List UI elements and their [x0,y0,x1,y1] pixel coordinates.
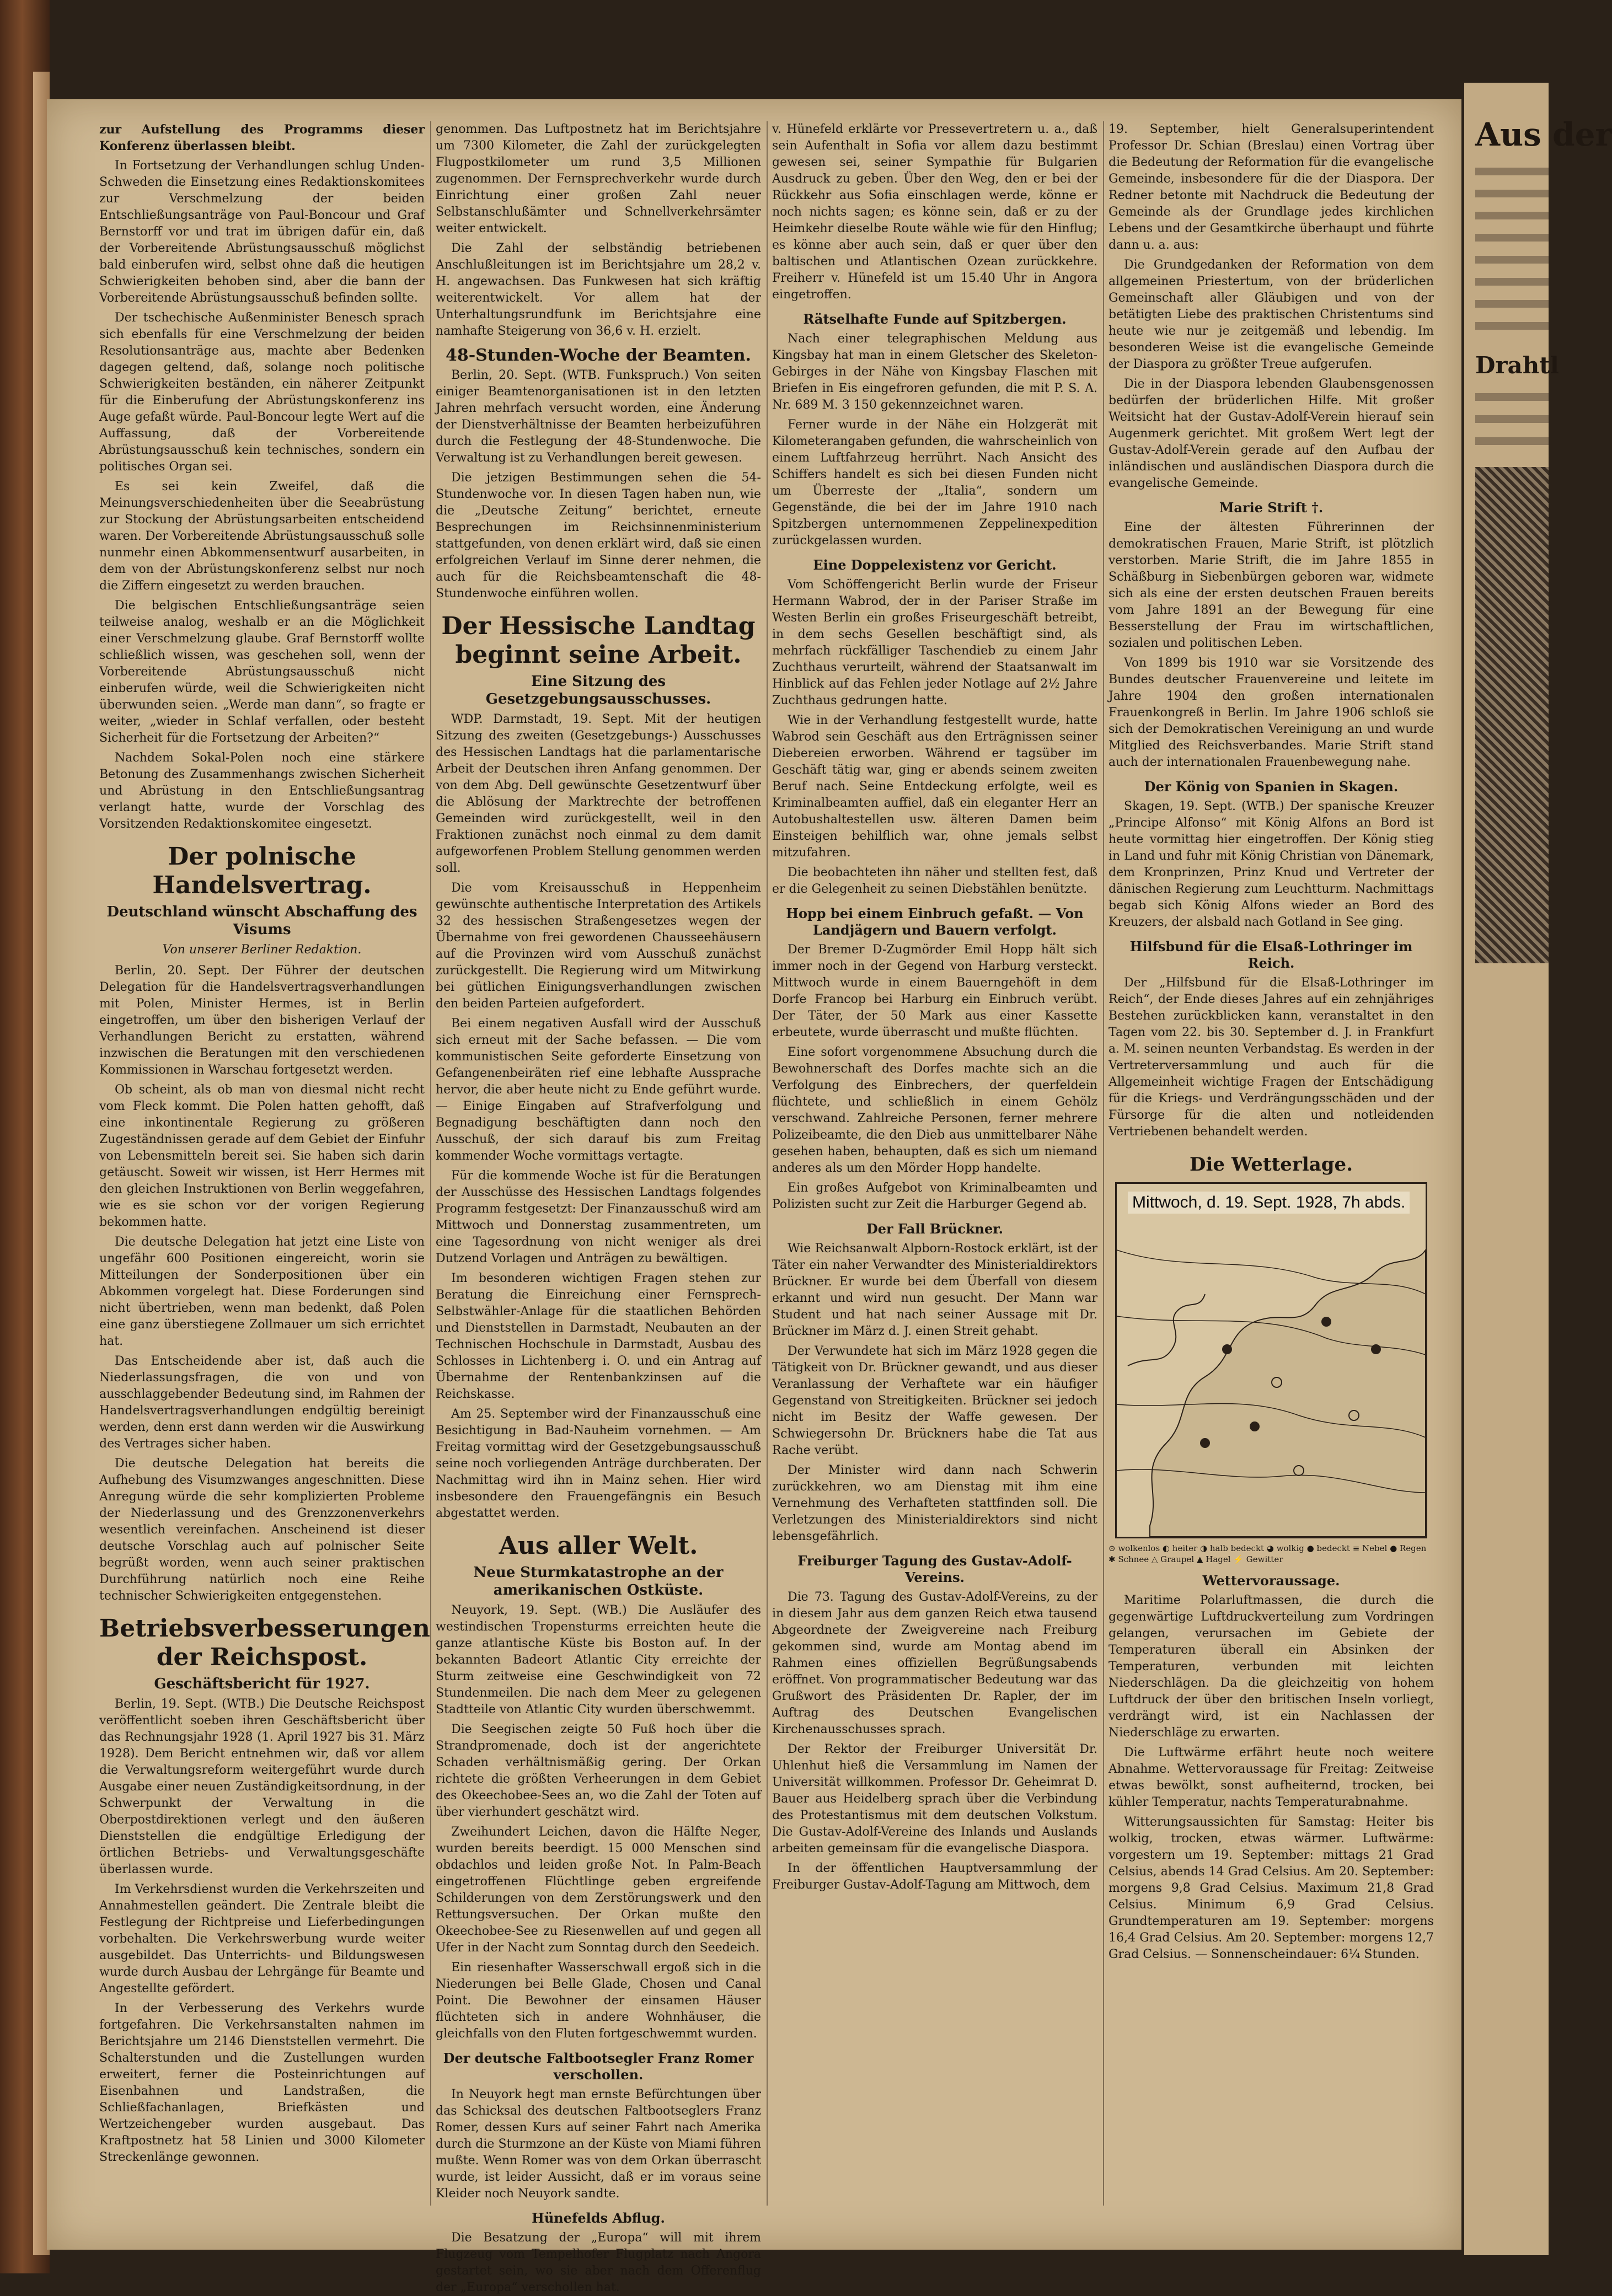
paragraph: Maritime Polarluftmassen, die durch die gegenwärtige Luftdruckverteilung zum Vordringen gelangen, verursachen im Gebiete der Temperaturen überall ein Absinken der Temperaturen, verbunden mit leichten Niederschlägen. Da die gleichzeitig von hohem Luftdruck der über den britischen Inseln vorliegt, verdrängt wird, ist ein Nachlassen der Niederschläge zu erwarten. [1108,1594,1434,1740]
paragraph: Zweihundert Leichen, davon die Hälfte Neger, wurden bereits beerdigt. 15 000 Menschen sind obdachlos und leiden große Not. In Palm-Beach eingetroffenen Flüchtlinge geben ergreifende Schilderungen von dem Zerstörungswerk und den Rettungsversuchen. Der Orkan mußte den Okeechobee-See zu Riesenwellen auf und gegen all Ufer in der Nacht zum Sonntag durch den Seedeich. [436,1825,761,1955]
paragraph: Berlin, 20. Sept. Der Führer der deutschen Delegation für die Handelsvertragsverhandlungen mit Polen, Minister Hermes, ist in Berlin eingetroffen, um über den bisherigen Verlauf der Verhandlungen Bericht zu erstatten, während inzwischen die Beratungen mit den verschiedenen Kommissionen in Warschau fortgesetzt werden. [99,964,425,1077]
paragraph: Der Bremer D-Zugmörder Emil Hopp hält sich immer noch in der Gegend von Harburg versteckt. Mittwoch wurde in einem Bauerngehöft in dem Dorfe Francop bei Harburg ein Einbruch verübt. Der Täter, der 50 Mark aus einer Kassette erbeutete, wurde überrascht und mußte flüchten. [772,943,1097,1039]
paragraph: Die deutsche Delegation hat jetzt eine Liste von ungefähr 600 Positionen eingereicht, worin sie Mitteilungen der Sonderpositionen über ein Abkommen vorgelegt hat. Diese Forderungen sind nicht übertrieben, wenn man bedenkt, daß Polen eine ganz überstiegene Zollmauer um sich errichtet hat. [99,1235,425,1348]
text-line [1475,234,1549,242]
paragraph: Die 73. Tagung des Gustav-Adolf-Vereins, zu der in diesem Jahr aus dem ganzen Reich etwa tausend Abgeordnete der Zweigvereine nach Freiburg gekommen sind, wurde am Montag abend im Rahmen eines offiziellen Begrüßungsabends eröffnet. Von programmatischer Bedeutung war das Grußwort des Präsidenten Dr. Rapler, der im Auftrag des Deutschen Evangelischen Kirchenausschusses sprach. [772,1590,1097,1736]
adjacent-page-illustration [1475,467,1549,963]
headline-aus-aller-welt: Aus aller Welt. [499,1532,698,1560]
minor-heading: Der Fall Brückner. [866,1221,1004,1237]
column-1 [99,121,430,2217]
text-line [1475,190,1549,197]
paragraph: WDP. Darmstadt, 19. Sept. Mit der heutigen Sitzung des zweiten (Gesetzgebungs-) Ausschusses des Hessischen Landtags hat die parlamentarische Arbeit der Deutschen ihren Anfang genommen. Der von dem Abg. Dell gewünschte Gesetzentwurf über die Ablösung der Marktrechte der betroffenen Gemeinden wird zurückgestellt, weil in den Fraktionen zunächst noch einmal zu dem damit aufgeworfenen Problem Stellung genommen werden soll. [436,712,761,875]
paragraph: Eine der ältesten Führerinnen der demokratischen Frauen, Marie Strift, ist plötzlich verstorben. Marie Strift, die im Jahre 1855 in Schäßburg in Siebenbürgen geboren war, widmete sich als eine der ersten deutschen Frauen bereits vom Jahre 1891 an der Bewegung für eine Besserstellung der Frau im wirtschaftlichen, sozialen und politischen Leben. [1108,521,1434,650]
paragraph: genommen. Das Luftpostnetz hat im Berichtsjahre um 7300 Kilometer, die Zahl der zurückgelegten Flugpostkilometer um rund 3,5 Millionen zugenommen. Der Fernsprechverkehr wurde durch Einrichtung einer großen Zahl neuer Selbstanschlußämter und Schnellverkehrsämter weiter entwickelt. [436,122,761,235]
paragraph: Ferner wurde in der Nähe ein Holzgerät mit Kilometerangaben gefunden, die wahrscheinlich von einem Luftfahrzeug herrührt. Nach Ansicht des Schiffers handelt es sich bei diesen Funden nicht um Überreste der „Italia“, sondern um Gegenstände, die bei der im Jahre 1910 nach Spitzbergen unternommenen Zeppelinexpedition zurückgelassen wurden. [772,418,1097,548]
text-line [1475,415,1549,423]
paragraph: Die Luftwärme erfährt heute noch weitere Abnahme. Wettervoraussage für Freitag: Zeitweise etwas bewölkt, sonst aufheiternd, trocken, bei kühler Temperatur, nachts Temperaturabnahme. [1108,1746,1434,1809]
minor-heading: Freiburger Tagung des Gustav-Adolf-Vereins. [797,1553,1072,1585]
weather-map [1115,1182,1427,1538]
subheadline: Eine Sitzung des Gesetzgebungsausschusses. [485,673,711,707]
paragraph: Wie Reichsanwalt Alpborn-Rostock erklärt, ist der Täter ein naher Verwandter des Ministerialdirektors Brückner. Er wurde bei dem Überfall von diesem erkannt und wird nun gesucht. Der Mann war Student und hat nach seiner Aussage mit Dr. Brückner im März d. J. einen Streit gehabt. [772,1242,1097,1338]
text-line [1475,212,1549,219]
headline-hessian-parliament: Der Hessische Landtag beginnt seine Arbeit. [441,612,756,669]
subheadline: Neue Sturmkatastrophe an der amerikanischen Ostküste. [473,1564,724,1598]
paragraph: In der öffentlichen Hauptversammlung der Freiburger Gustav-Adolf-Tagung am Mittwoch, dem [772,1862,1097,1892]
column-2 [436,121,761,2294]
minor-heading: Marie Strift †. [1219,500,1324,516]
minor-heading: Der König von Spanien in Skagen. [1144,779,1399,795]
text-line [1475,437,1549,445]
paragraph: Vom Schöffengericht Berlin wurde der Friseur Hermann Wabrod, der in der Pariser Straße im Westen Berlin ein großes Friseurgeschäft betreibt, in dem sechs Gesellen beschäftigt sind, als mehrfach rückfälliger Taschendieb zu einem Jahr Zuchthaus verurteilt, während der Staatsanwalt im Hinblick auf das Fehlen jeder Notlage auf 2½ Jahre Zuchthaus gedrungen hatte. [772,578,1097,707]
paragraph: Die Besatzung der „Europa“ will mit ihrem Flugzeug vom Tempelhofer Flugplatz nach Angora gestartet sein, wo sie aber nach dem Offerenflug der „Europa“ verschollen hat. [436,2231,761,2294]
weather-map-legend: ⊙ wolkenlos ◐ heiter ◑ halb bedeckt ◕ wolkig ● bedeckt ≡ Nebel ● Regen ✱ Schnee △ Graupel ▲ Hagel ⚡ Gewitter [1108,1543,1427,1564]
paragraph: Der „Hilfsbund für die Elsaß-Lothringer im Reich“, der Ende dieses Jahres auf ein zehnjähriges Bestehen zurückblicken kann, veranstaltet in den Tagen vom 22. bis 30. September d. J. in Frankfurt a. M. seinen neunten Verbandstag. Es werden in der Vertreterversammlung und auch für die Allgemeinheit wichtige Fragen der Entschädigung für die Kriegs- und Verdrängungsschäden und der Fürsorge für die alten und notleidenden Vertriebenen behandelt werden. [1108,976,1434,1139]
paragraph: v. Hünefeld erklärte vor Pressevertretern u. a., daß sein Aufenthalt in Sofia vor allem dazu bestimmt gewesen sei, seiner Sympathie für Bulgarien Ausdruck zu geben. Über den Weg, den er bei der Rückkehr aus Sofia einschlagen werde, könne er noch nichts sagen; es könne sein, daß er zu der Heimkehr dieselbe Route wähle wie für den Hinflug; es könne aber auch sein, daß er quer über den baltischen und Atlantischen Ozean zurückkehre. Freiherr v. Hünefeld ist um 15.40 Uhr in Angora eingetroffen. [772,122,1097,302]
paragraph: Es sei kein Zweifel, daß die Meinungsverschiedenheiten über die Seeabrüstung zur Stockung der Abrüstungsarbeiten entscheidend waren. Der Vorbereitende Abrüstungsausschuß solle nunmehr einen Abkommensentwurf ausarbeiten, in dem von der Abrüstungskonferenz selbst nur noch die Ziffern eingesetzt zu werden brauchen. [99,480,425,593]
paragraph: Berlin, 20. Sept. (WTB. Funkspruch.) Von seiten einiger Beamtenorganisationen ist in den letzten Jahren mehrfach versucht worden, eine Änderung der Dienstverhältnisse der Beamten herbeizuführen durch die Festlegung der 48-Stundenwoche. Die Verwaltung ist zu Verhandlungen bereit gewesen. [436,368,761,465]
paragraph: Im besonderen wichtigen Fragen stehen zur Beratung die Einreichung einer Fernsprech-Selbstwähler-Anlage für die staatlichen Behörden und Dienststellen in Darmstadt, Neubauten an der Technischen Hochschule in Darmstadt, Ausbau des Schlosses in Lichtenberg i. O. und ein Antrag auf Übernahme der Rentenbankzinsen auf die Reichskasse. [436,1272,761,1401]
text-line [1475,322,1549,330]
paragraph: Nachdem Sokal-Polen noch eine stärkere Betonung des Zusammenhangs zwischen Sicherheit und Abrüstung in den Entschließungsantrag verlangt hatte, wurde der Vorschlag des Vorsitzenden Redaktionskomitee eingesetzt. [99,751,425,831]
paragraph: Der Minister wird dann nach Schwerin zurückkehren, wo am Dienstag mit ihm eine Vernehmung des Verhafteten stattfinden soll. Die Verletzungen des Ministerialdirektors sind nicht lebensgefährlich. [772,1463,1097,1543]
paragraph: In der Verbesserung des Verkehrs wurde fortgefahren. Die Verkehrsanstalten nahmen im Berichtsjahre um 2146 Dienststellen vermehrt. Die Schalterstunden und die Zustellungen wurden erweitert, ferner die Posteinrichtungen auf Eisenbahnen und Landstraßen, die Schließfachanlagen, Briefkästen und Wertzeichengeber wurden ausgebaut. Das Kraftpostnetz hat 58 Linien und 3000 Kilometer Streckenlänge gewonnen. [99,2002,425,2164]
subheadline: Geschäftsbericht für 1927. [154,1676,370,1692]
paragraph: Ein großes Aufgebot von Kriminalbeamten und Polizisten sucht zur Zeit die Harburger Gegend ab. [772,1181,1097,1211]
weather-map-date: Mittwoch, d. 19. Sept. 1928, 7h abds. [1128,1192,1410,1214]
paragraph: Bei einem negativen Ausfall wird der Ausschuß sich erneut mit der Sache befassen. — Die vom kommunistischen Seite geforderte Einsetzung von Gefangenenbeiräten rief eine lebhafte Aussprache hervor, die aber heute nicht zu Ende geführt wurde. — Einige Eingaben auf Strafverfolgung und Begnadigung beschäftigten dann noch den Ausschuß, der sich darauf bis zum Freitag kommender Woche vormittags vertagte. [436,1017,761,1163]
text-line [1475,278,1549,286]
adjacent-page [1464,83,1612,2255]
paragraph: Der Verwundete hat sich im März 1928 gegen die Tätigkeit von Dr. Brückner gewandt, und aus dieser Veranlassung der Verhaftete war ein häufiger Gegenstand von Streitigkeiten. Brückner sei jedoch nicht im Besitz der Waffe gewesen. Der Schwiegersohn Dr. Brückners habe die Tat aus Rache verübt. [772,1344,1097,1457]
paragraph: Die deutsche Delegation hat bereits die Aufhebung des Visumzwanges angeschnitten. Diese Anregung würde die sehr komplizierten Probleme der Niederlassung und des Grenzzonenverkehrs wesentlich vereinfachen. Anscheinend ist dieser deutsche Vorschlag auch auf polnischer Seite begrüßt worden, wenn auch seiner praktischen Durchführung natürlich noch eine Reihe technischer Schwierigkeiten entgegenstehen. [99,1457,425,1603]
paragraph: Die in der Diaspora lebenden Glaubensgenossen bedürfen der brüderlichen Hilfe. Mit großer Weitsicht hat der Gustav-Adolf-Verein hierauf sein Augenmerk gerichtet. Mit großem Wert legt der Gustav-Adolf-Verein gerade auf den Aufbau der inländischen und ausländischen Diaspora durch die evangelische Gemeinde. [1108,377,1434,490]
paragraph: Die Zahl der selbständig betriebenen Anschlußleitungen ist im Berichtsjahre um 28,2 v. H. angewachsen. Das Funkwesen hat sich kräftig weiterentwickelt. Vor allem hat der Unterhaltungsrundfunk im Berichtsjahre eine namhafte Steigerung von 36,6 v. H. erzielt. [436,242,761,338]
minor-heading: Hopp bei einem Einbruch gefaßt. — Von Landjägern und Bauern verfolgt. [786,905,1084,938]
paragraph: Wie in der Verhandlung festgestellt wurde, hatte Wabrod sein Geschäft aus den Erträgnissen seiner Diebereien erworben. Während er tagsüber im Geschäft tätig war, ging er abends seinem zweiten Beruf nach. Seine Entdeckung erfolgte, weil es Kriminalbeamten auffiel, daß ein eleganter Herr an Autobushaltestellen usw. älteren Damen beim Einsteigen behilflich war, ohne jemals selbst mitzufahren. [772,714,1097,860]
paragraph: Berlin, 19. Sept. (WTB.) Die Deutsche Reichspost veröffentlicht soeben ihren Geschäftsbericht über das Rechnungsjahr 1928 (1. April 1927 bis 31. März 1928). Dem Bericht entnehmen wir, daß vor allem die Verwaltungsreform weitergeführt wurde durch Ausgabe einer neuen Zuständigkeitsordnung, in der Schwerpunkt der Verwaltung in die Oberpostdirektionen verlegt und den äußeren Dienststellen die endgültige Erledigung der örtlichen Betriebs- und Verwaltungsgeschäfte überlassen wurde. [99,1697,425,1876]
minor-heading: Der deutsche Faltbootsegler Franz Romer verschollen. [443,2050,754,2083]
column-4 [1108,121,1434,2217]
text-line [1475,393,1549,401]
paragraph: Neuyork, 19. Sept. (WB.) Die Ausläufer des westindischen Tropensturms erreichten heute die ganze atlantische Küste bis Boston auf. In der bekannten Badeort Atlantic City erreichte der Sturm zeitweise eine Geschwindigkeit von 72 Stundenmeilen. Die nach dem Meer zu gelegenen Stadtteile von Atlantic City wurden überschwemmt. [436,1603,761,1716]
paragraph: Die beobachteten ihn näher und stellten fest, daß er die Gelegenheit zu seinen Diebstählen benützte. [772,866,1097,896]
paragraph: Ein riesenhafter Wasserschwall ergoß sich in die Niederungen bei Belle Glade, Chosen und Canal Point. Die Bewohner der einsamen Häuser flüchteten sich in andere Wohnhäuser, die gleichfalls von den Fluten fortgeschwemmt wurden. [436,1961,761,2041]
minor-heading: Hilfsbund für die Elsaß-Lothringer im Reich. [1129,938,1413,971]
paragraph: Das Entscheidende aber ist, daß auch die Niederlassungsfragen, die von und von ausschlaggebender Bedeutung sind, im Rahmen der Handelsvertragsverhandlungen endgültig bereinigt werden, denn erst dann werden wir die Auswirkung des Vertrages sicher haben. [99,1354,425,1451]
minor-heading: Eine Doppelexistenz vor Gericht. [813,557,1057,573]
paragraph: Die Seegischen zeigte 50 Fuß hoch über die Strandpromenade, doch ist der angerichtete Schaden verhältnismäßig gering. Der Orkan richtete die größten Verheerungen in dem Gebiet des Okeechobee-Sees an, wo die Zahl der Toten auf über vierhundert geschätzt wird. [436,1723,761,1819]
minor-heading: Wettervoraussage. [1202,1573,1340,1589]
column-rule [767,121,768,2206]
paragraph: Ob scheint, als ob man von diesmal nicht recht vom Fleck kommt. Die Polen hatten gehofft, daß eine inkontinentale Regierung zu größeren Zugeständnissen gerade auf dem Gebiet der Einfuhr von Lebensmitteln bereit sei. Sie haben sich darin getäuscht. Soweit wir wissen, ist Herr Hermes mit den gleichen Instruktionen von Berlin weggefahren, wie es sie schon vor der vorigen Regierung bekommen hatte. [99,1083,425,1229]
byline: Von unserer Berliner Redaktion. [162,943,362,957]
paragraph: In Neuyork hegt man ernste Befürchtungen über das Schicksal des deutschen Faltbootseglers Franz Romer, dessen Kurs auf seiner Fahrt nach Amerika durch die Sturmzone an der Küste von Miami führen mußte. Wenn Romer was von dem Orkan überrascht wurde, ist leider Aussicht, daß er im voraus seine Kleider noch Neuyork sandte. [436,2088,761,2201]
paragraph: Die Grundgedanken der Reformation von dem allgemeinen Priestertum, von der brüderlichen Gemeinschaft aller Gläubigen und von der betätigten Liebe des praktischen Christentums sind heute wie nur je zeitgemäß und lebendig. Im besonderen Weise ist die evangelische Gemeinde der Diaspora zu größter Treue aufgerufen. [1108,258,1434,371]
minor-heading: Rätselhafte Funde auf Spitzbergen. [803,311,1067,327]
paragraph: 19. September, hielt Generalsuperintendent Professor Dr. Schian (Breslau) einen Vortrag über die Bedeutung der Reformation für die evangelische Gemeinde, insbesondere für die der Diaspora. Der Redner betonte mit Nachdruck die Bedeutung der Gemeinde als der Grundlage jedes kirchlichen Lebens und der Gesamtkirche überhaupt und führte dann u. a. aus: [1108,122,1434,252]
weather-map-graphic [1117,1184,1426,1537]
paragraph: Von 1899 bis 1910 war sie Vorsitzende des Bundes deutscher Frauenvereine und leitete im Jahre 1904 den großen internationalen Frauenkongreß in Berlin. Im Jahre 1906 schloß sie sich der Demokratischen Vereinigung an und wurde Mitglied des Reichsverbandes. Marie Strift stand auch der internationalen Frauenbewegung nahe. [1108,656,1434,769]
paragraph: Nach einer telegraphischen Meldung aus Kingsbay hat man in einem Gletscher des Skeleton-Gebirges in der Nähe von Kingsbay Flaschen mit Briefen in Eis eingefroren gefunden, die mit P. S. A. Nr. 689 M. 3 150 gekennzeichnet waren. [772,332,1097,412]
paragraph: Im Verkehrsdienst wurden die Verkehrszeiten und Annahmestellen geändert. Die Zentrale bleibt die Festlegung der Richtpreise und Lieferbedingungen vorbehalten. Die Verkehrswerbung wurde weiter ausgebildet. Das Unterrichts- und Bildungswesen wurde durch Ausbau der Lehrgänge für Beamte und Angestellte gefördert. [99,1882,425,1995]
text-line [1475,300,1549,308]
paragraph: In Fortsetzung der Verhandlungen schlug Unden-Schweden die Einsetzung eines Redaktionskomitees zur Verschmelzung der beiden Entschließungsanträge von Paul-Boncour und Graf Bernstorff vor und trat im übrigen dafür ein, daß der Vorbereitende Abrüstungsausschuß möglichst bald einberufen wird, selbst ohne daß die heutigen Schwierigkeiten behoben sind, aber die bann der Vorbereitende Abrüstungsausschuß befinden sollte. [99,159,425,305]
headline-weather: Die Wetterlage. [1189,1154,1353,1176]
column-rule [1103,121,1104,2206]
paragraph: zur Aufstellung des Programms dieser Konferenz überlassen bleibt. [99,122,425,153]
headline-reichspost: Betriebsverbesserungen der Reichspost. [99,1614,430,1671]
paragraph: Die vom Kreisausschuß in Heppenheim gewünschte authentische Interpretation des Artikels 32 des hessischen Straßengesetzes wegen der Übernahme von frei gewordenen Chausseehäusern auf die Provinzen wird vom Ausschuß zunächst zurückgestellt. Die Regierung wird um Mitwirkung bei gütlichen Einigungsverhandlungen zwischen den beiden Parteien aufgefordert. [436,881,761,1011]
paragraph: Am 25. September wird der Finanzausschuß eine Besichtigung in Bad-Nauheim vornehmen. — Am Freitag vormittag wird der Gesetzgebungsausschuß seine noch vorliegenden Anträge durchberaten. Der Nachmittag wird ihn in Mainz sehen. Hier wird insbesondere den Frauengefängnis ein Besuch abgestattet werden. [436,1407,761,1520]
headline-polish-trade: Der polnische Handelsvertrag. [152,843,372,899]
paragraph: Die belgischen Entschließungsanträge seien teilweise analog, weshalb er an die Möglichkeit einer Verschmelzung glaube. Graf Bernstorff wollte schließlich wissen, was geschehen soll, wenn der Vorbereitende Abrüstungsausschuß nicht einberufen würde, weil die Schwierigkeiten nicht überwunden seien. „Werde man dann“, so fragte er weiter, „wieder in Schlaf verfallen, oder besteht Sicherheit für die Fortsetzung der Arbeiten?“ [99,599,425,745]
subheadline: Deutschland wünscht Abschaffung des Visums [106,904,417,938]
paragraph: Witterungsaussichten für Samstag: Heiter bis wolkig, trocken, etwas wärmer. Luftwärme: vorgestern um 19. September: mittags 21 Grad Celsius, abends 14 Grad Celsius. Am 20. September: morgens 9,8 Grad Celsius. Maximum 21,8 Grad Celsius. Minimum 6,9 Grad Celsius. Grundtemperaturen am 19. September: morgens 16,4 Grad Celsius. Am 20. September: morgens 12,7 Grad Celsius. — Sonnenscheindauer: 6¼ Stunden. [1108,1815,1434,1961]
paragraph: Die jetzigen Bestimmungen sehen die 54-Stundenwoche vor. In diesen Tagen haben nun, wie die „Deutsche Zeitung“ berichtet, erneute Besprechungen im Reichsinnenministerium stattgefunden, von denen erklärt wird, daß sie einen erfolgreichen Verlauf im Sinne derer nehmen, die auch für die Reichsbeamtenschaft die 48-Stundenwoche einführen wollen. [436,471,761,600]
headline-48-hour-week: 48-Stunden-Woche der Beamten. [445,346,752,365]
text-line [1475,256,1549,264]
paragraph: Skagen, 19. Sept. (WTB.) Der spanische Kreuzer „Principe Alfonso“ mit König Alfons an Bord ist heute vormittag hier eingetroffen. Der König stieg in Land und fuhr mit König Christian von Dänemark, dem Kronprinzen, Prinz Knud und Vertreter der dänischen Regierung zum Leuchtturm. Nachmittags begab sich König Alfons wieder an Bord des Kreuzers, der alsbald nach Gotland in See ging. [1108,800,1434,929]
text-line [1475,168,1549,175]
adjacent-page-heading: Aus der [1475,116,1612,153]
paragraph: Eine sofort vorgenommene Absuchung durch die Bewohnerschaft des Dorfes machte sich an die Verfolgung des Einbrechers, der querfeldein flüchtete, und schließlich in einem Gehölz verschwand. Zahlreiche Personen, ferner mehrere Polizeibeamte, die den Dieb aus unmittelbarer Nähe gesehen haben, behaupten, daß es sich um niemand anderes als um den Mörder Hopp handelte. [772,1045,1097,1175]
column-3 [772,121,1097,2217]
column-rule [430,121,431,2206]
minor-heading: Hünefelds Abflug. [532,2210,665,2226]
paragraph: Der Rektor der Freiburger Universität Dr. Uhlenhut hieß die Versammlung im Namen der Universität willkommen. Professor Dr. Geheimrat D. Bauer aus Heidelberg sprach über die Verbindung des Protestantismus mit dem deutschen Volkstum. Die Gustav-Adolf-Vereine des Inlands und Auslands arbeiten gemeinsam für die evangelische Diaspora. [772,1742,1097,1855]
paragraph: Der tschechische Außenminister Benesch sprach sich ebenfalls für eine Verschmelzung der beiden Resolutionsanträge aus, machte aber Bedenken dagegen geltend, daß, solange noch politische Schwierigkeiten beständen, ein näherer Zeitpunkt für die Einberufung der Abrüstungskonferenz ins Auge gefaßt würde. Paul-Boncour legte Wert auf die Auffassung, daß der Vorbereitende Abrüstungsausschuß kein technisches, sondern ein politisches Organ sei. [99,311,425,474]
adjacent-page-subheading: Drahtl [1475,352,1559,379]
paragraph: Für die kommende Woche ist für die Beratungen der Ausschüsse des Hessischen Landtags folgendes Programm festgesetzt: Der Finanzausschuß wird am Mittwoch und Donnerstag zusammentreten, um eine Tagesordnung von nicht weniger als drei Dutzend Vorlagen und Anträgen zu bewältigen. [436,1169,761,1265]
